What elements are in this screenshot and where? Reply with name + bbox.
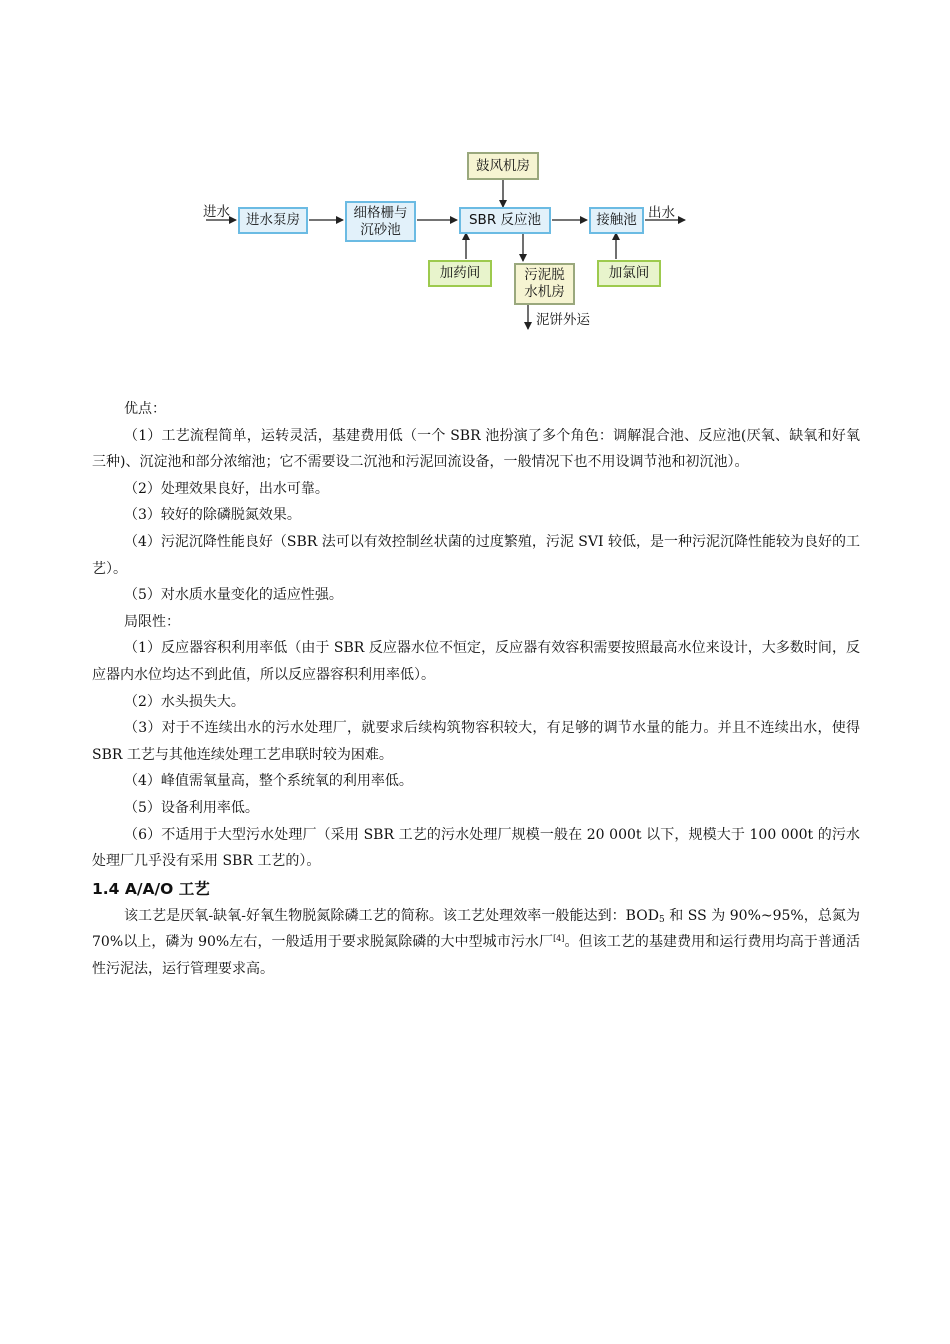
advantage-item-4: （4）污泥沉降性能良好（SBR 法可以有效控制丝状菌的过度繁殖，污泥 SVI 较低，是一种污泥沉降性能较为良好的工艺）。 xyxy=(92,533,860,577)
sludge-cake-label: 泥饼外运 xyxy=(536,312,590,328)
advantage-item-3: （3）较好的除磷脱氮效果。 xyxy=(124,507,301,524)
limitation-item-2: （2）水头损失大。 xyxy=(124,693,245,710)
aao-paragraph xyxy=(92,903,860,983)
box-blower-house xyxy=(467,152,539,180)
aao-text-part-1: 该工艺是厌氧-缺氧-好氧生物脱氮除磷工艺的简称。该工艺处理效率一般能达到：BOD xyxy=(124,907,659,924)
box-sludge-dewatering-label-2: 水机房 xyxy=(524,284,565,300)
box-blower-house-label: 鼓风机房 xyxy=(476,157,530,174)
limitations-heading: 局限性： xyxy=(124,613,180,630)
outflow-label: 出水 xyxy=(648,205,675,221)
box-pump-house-label: 进水泵房 xyxy=(246,212,300,228)
advantage-item-5: （5）对水质水量变化的适应性强。 xyxy=(124,587,343,604)
limitation-item-3: （3）对于不连续出水的污水处理厂，就要求后续构筑物容积较大，有足够的调节水量的能力。并且不连续出水，使得 SBR 工艺与其他连续处理工艺串联时较为困难。 xyxy=(92,720,860,763)
box-grit-chamber-label-1: 细格栅与 xyxy=(353,204,408,221)
citation-ref: [4] xyxy=(553,934,565,944)
limitation-item-1: （1）反应器容积利用率低（由于 SBR 反应器水位不恒定，反应器有效容积需要按照最高水位来设计，大多数时间，反应器内水位均达不到此值，所以反应器容积利用率低）。 xyxy=(92,640,860,683)
section-heading: 1.4 A/A/O 工艺 xyxy=(92,879,210,898)
box-dosing-room-label: 加药间 xyxy=(439,265,481,281)
limitation-item-5: （5）设备利用率低。 xyxy=(124,799,259,816)
flow-arrows xyxy=(198,146,698,346)
box-contact-tank-label: 接触池 xyxy=(596,212,637,228)
box-pump-house xyxy=(238,207,308,234)
box-sludge-dewatering-label-1: 污泥脱 xyxy=(524,267,565,283)
box-contact-tank xyxy=(589,207,644,234)
box-chlorine-room-label: 加氯间 xyxy=(608,265,650,281)
aao-text-part-3: 。但该工艺的基建费用和运行费用均高于普通活性污泥法，运行管理要求高。 xyxy=(92,934,861,977)
advantage-item-2: （2）处理效果良好，出水可靠。 xyxy=(124,480,329,497)
bod-subscript: 5 xyxy=(658,914,665,925)
box-grit-chamber xyxy=(345,201,416,242)
advantage-item-1: （1）工艺流程简单，运转灵活，基建费用低（一个 SBR 池扮演了多个角色：调解混合池、反应池(厌氧、缺氧和好氧三种)、沉淀池和部分浓缩池；它不需要设二沉池和污泥回流设备，一般情况下也不用设调节池和初沉池）。 xyxy=(92,427,860,471)
limitation-item-6: （6）不适用于大型污水处理厂（采用 SBR 工艺的污水处理厂规模一般在 20 000t 以下，规模大于 100 000t 的污水处理厂几乎没有采用 SBR 工艺的）。 xyxy=(92,826,860,870)
document-body xyxy=(92,396,860,982)
box-chlorine-room xyxy=(597,260,661,287)
box-dosing-room xyxy=(428,260,492,287)
box-sludge-dewatering xyxy=(514,263,575,305)
sbr-process-flowchart xyxy=(198,146,698,346)
aao-text-part-2: 和 SS 为 90%~95%，总氮为 70%以上，磷为 90%左右，一般适用于要求脱氮除磷的大中型城市污水厂 xyxy=(92,907,860,951)
box-grit-chamber-label-2: 沉砂池 xyxy=(360,221,401,238)
box-sbr-reactor-label: SBR 反应池 xyxy=(468,212,541,228)
advantages-heading: 优点： xyxy=(124,401,166,417)
limitation-item-4: （4）峰值需氧量高，整个系统氧的利用率低。 xyxy=(124,773,413,790)
box-sbr-reactor xyxy=(459,207,551,234)
inflow-label: 进水 xyxy=(203,204,230,220)
